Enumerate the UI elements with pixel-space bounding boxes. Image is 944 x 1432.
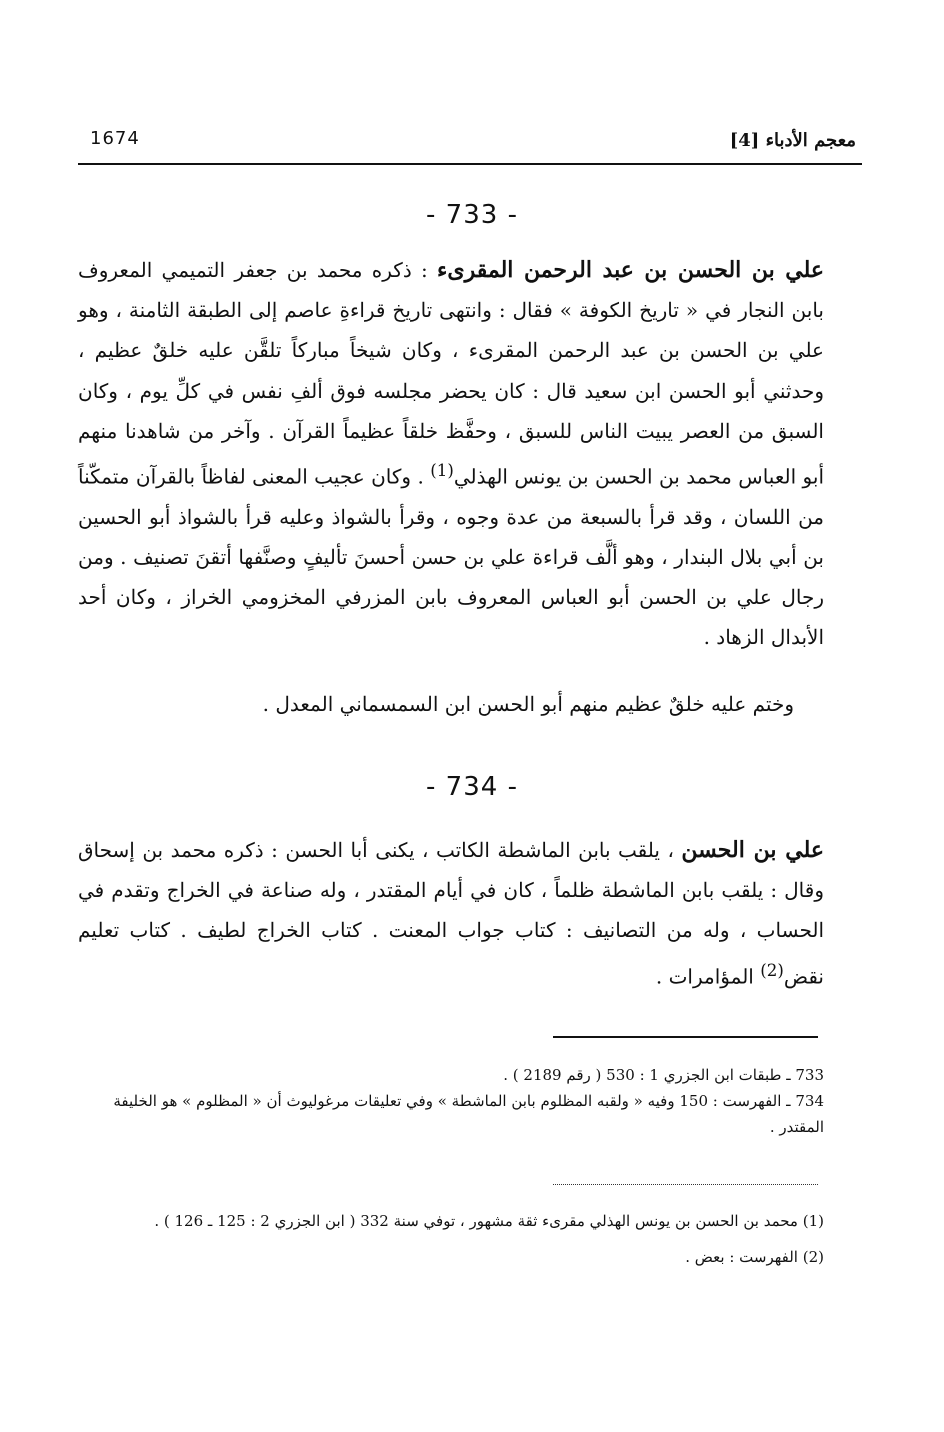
entry-733-text-continued: . وكان عجيب المعنى لفاظاً بالقرآن متمكّناً من اللسان ، وقد قرأ بالسبعة من عدة وجوه ، وقرأ بالشواذ وعليه قرأ بالشواذ أبو الحسين بن أبي بلال البندار ، وهو ألَّف قراءة علي بن حسن أحسنَ تأليفٍ وصنَّفها أتقنَ تصنيف . ومن رجال علي بن الحسن أبو العباس المعروف بابن المزرفي المخزومي الخراز ، وكان أحد الأبدال الزهاد .	[78, 464, 824, 650]
page-number: 1674	[90, 128, 140, 149]
editor-note-2: (2) الفهرست : بعض .	[685, 1248, 824, 1266]
footnote-rule	[553, 1036, 818, 1038]
entry-number-733: - 733 -	[426, 200, 518, 230]
entry-733-name: علي بن الحسن بن عبد الرحمن المقرىء	[437, 257, 825, 283]
entry-734-name: علي بن الحسن	[681, 837, 824, 863]
footnote-ref-1: (1)	[430, 461, 454, 481]
notes-dotted-rule	[553, 1184, 818, 1185]
source-footnotes	[78, 1062, 824, 1140]
source-footnote-734: 734 ـ الفهرست : 150 وفيه « ولقبه المظلوم بابن الماشطة » وفي تعليقات مرغوليوث أن « المظلوم » هو الخليفة المقتدر .	[113, 1092, 824, 1136]
entry-734-body	[78, 830, 824, 996]
editor-note-1: (1) محمد بن الحسن بن يونس الهذلي مقرىء ثقة مشهور ، توفي سنة 332 ( ابن الجزري 2 : 125 ـ 126 ) .	[154, 1212, 824, 1230]
footnote-ref-2: (2)	[760, 960, 784, 980]
header-rule	[78, 163, 862, 165]
entry-number-734: - 734 -	[426, 772, 518, 802]
running-header-title: معجم الأدباء [4]	[729, 130, 856, 151]
source-footnote-733: 733 ـ طبقات ابن الجزري 1 : 530 ( رقم 2189 ) .	[503, 1066, 824, 1084]
editor-notes	[62, 1208, 824, 1280]
entry-733-closing: وختم عليه خلقٌ عظيم منهم أبو الحسن ابن السمسماني المعدل .	[262, 692, 794, 716]
entry-733-text: : ذكره محمد بن جعفر التميمي المعروف بابن النجار في « تاريخ الكوفة » فقال : وانتهى تاريخ قراءةِ عاصم إلى الطبقة الثامنة ، وهو علي بن الحسن بن عبد الرحمن المقرىء ، وكان شيخاً مباركاً تلقَّن عليه خلقٌ عظيم ، وحدثني أبو الحسن ابن سعيد قال : كان يحضر مجلسه فوق ألفِ نفس في كلِّ يوم ، وكان السبق من العصر يبيت الناس للسبق ، وحفَّظ خلقاً عظيماً القرآن . وآخر من شاهدنا منهم أبو العباس محمد بن الحسن بن يونس الهذلي	[78, 258, 824, 489]
entry-734-text-continued: المؤامرات .	[655, 964, 761, 989]
entry-733-body	[78, 250, 824, 658]
entry-734-text: ، يلقب بابن الماشطة الكاتب ، يكنى أبا الحسن : ذكره محمد بن إسحاق وقال : يلقب بابن الماشطة ظلماً ، كان في أيام المقتدر ، وله صناعة في الخراج وتقدم في الحساب ، وله من التصانيف : كتاب جواب المعنت . كتاب الخراج لطيف . كتاب تعليم نقض	[78, 838, 824, 989]
